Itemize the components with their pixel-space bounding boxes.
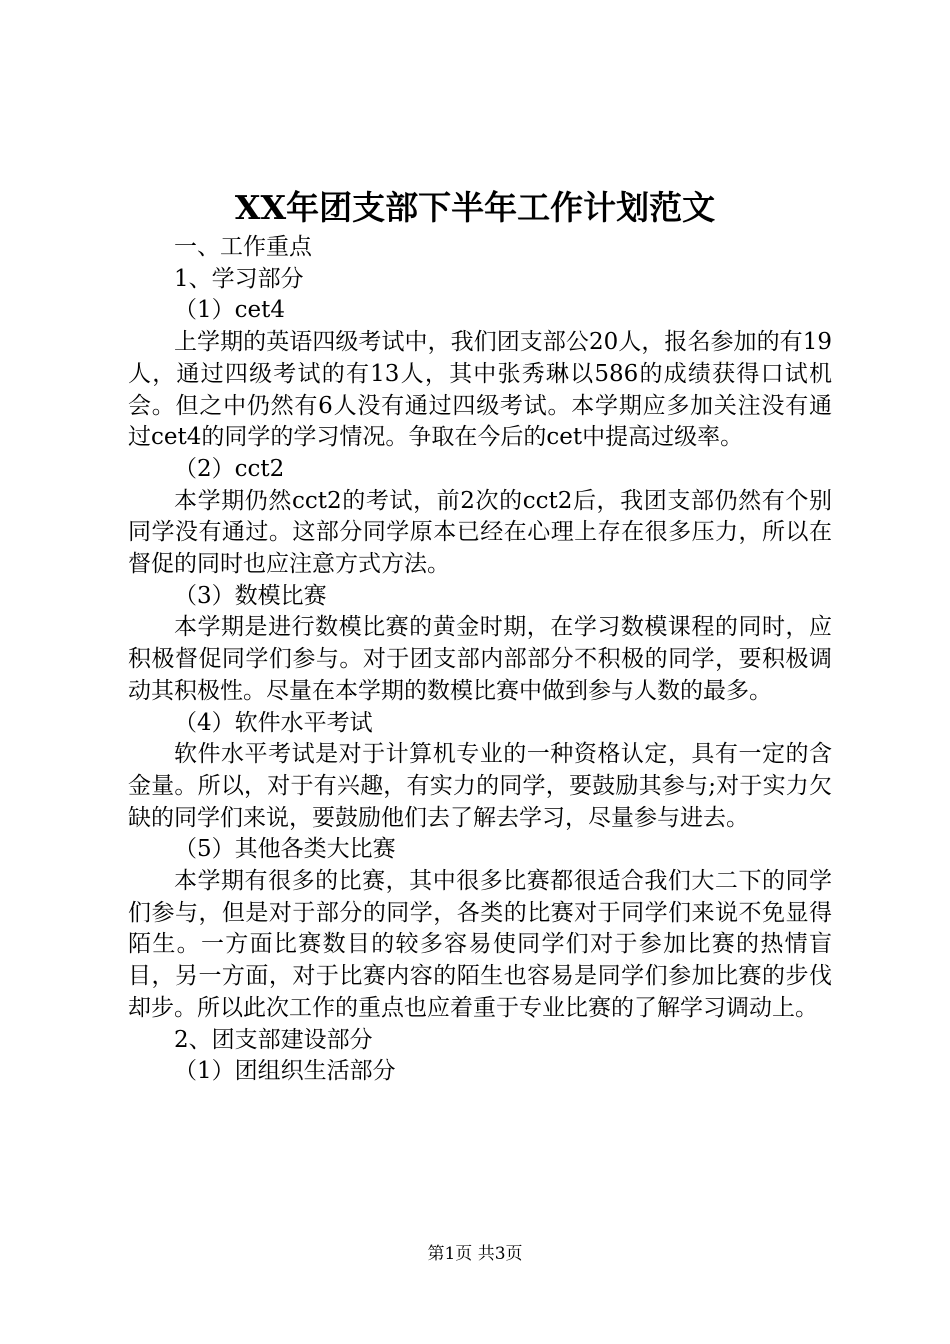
paragraph-cct2: 本学期仍然cct2的考试，前2次的cct2后，我团支部仍然有个别同学没有通过。这部分同学原本已经在心理上存在很多压力，所以在督促的同时也应注意方式方法。: [128, 487, 832, 578]
item-heading-other-competitions: （5）其他各类大比赛: [174, 836, 396, 863]
document-title: XX年团支部下半年工作计划范文: [234, 188, 716, 227]
item-heading-cct2: （2）cct2: [174, 455, 285, 482]
paragraph-other-competitions: 本学期有很多的比赛，其中很多比赛都很适合我们大二下的同学们参与，但是对于部分的同学，各类的比赛对于同学们来说不免显得陌生。一方面比赛数目的较多容易使同学们对于参加比赛的热情盲目，另一方面，对于比赛内容的陌生也容易是同学们参加比赛的步伐却步。所以此次工作的重点也应着重于专业比赛的了解学习调动上。: [128, 868, 832, 1021]
paragraph-math-modeling: 本学期是进行数模比赛的黄金时期，在学习数模课程的同时，应积极督促同学们参与。对于团支部内部部分不积极的同学，要积极调动其积极性。尽量在本学期的数模比赛中做到参与人数的最多。: [128, 614, 832, 704]
document-body: [128, 232, 832, 1088]
paragraph-cet4: 上学期的英语四级考试中，我们团支部公20人，报名参加的有19人，通过四级考试的有13人，其中张秀琳以586的成绩获得口试机会。但之中仍然有6人没有通过四级考试。本学期应多加关注没有通过cet4的同学的学习情况。争取在今后的cet中提高过级率。: [128, 329, 832, 451]
section-heading-work-focus: 一、工作重点: [174, 234, 312, 260]
page-footer: 第1页 共3页: [427, 1244, 523, 1264]
item-heading-org-life: （1）团组织生活部分: [174, 1058, 396, 1085]
subsection-heading-study: 1、学习部分: [174, 265, 304, 292]
item-heading-software-exam: （4）软件水平考试: [174, 709, 373, 736]
item-heading-cet4: （1）cet4: [174, 297, 286, 324]
paragraph-software-exam: 软件水平考试是对于计算机专业的一种资格认定，具有一定的含金量。所以，对于有兴趣，有实力的同学，要鼓励其参与;对于实力欠缺的同学们来说，要鼓励他们去了解去学习，尽量参与进去。: [128, 741, 832, 831]
item-heading-math-modeling: （3）数模比赛: [174, 582, 327, 609]
subsection-heading-branch-building: 2、团支部建设部分: [174, 1026, 373, 1053]
